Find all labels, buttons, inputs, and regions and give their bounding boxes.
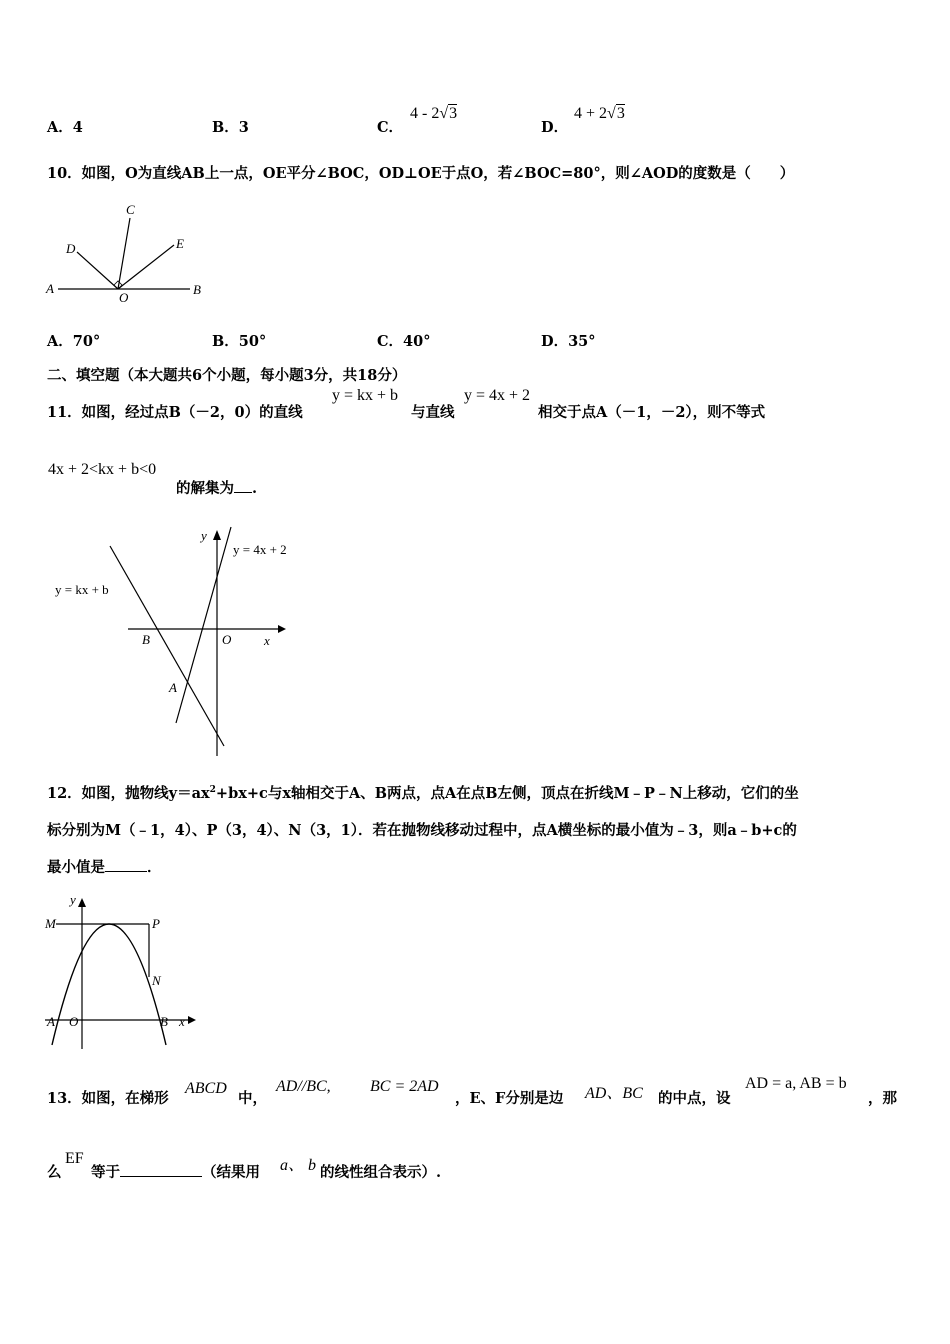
label-b: B bbox=[193, 282, 201, 297]
label-y: y bbox=[70, 893, 76, 907]
label-b: B bbox=[142, 632, 150, 647]
q13-vectors: AD = a, AB = b bbox=[745, 1075, 847, 1092]
q11-stem-part3: 相交于点A（－1，－2），则不等式 bbox=[538, 404, 766, 421]
q13-ad-bc: AD、BC bbox=[585, 1085, 643, 1102]
label-o: O bbox=[69, 1014, 79, 1029]
label-c: C bbox=[126, 202, 135, 217]
q10-option-b: B．50° bbox=[212, 333, 267, 350]
q12-line3: 最小值是 ． bbox=[47, 859, 162, 876]
label-o: O bbox=[119, 290, 129, 305]
q11-answer-blank[interactable] bbox=[234, 478, 252, 493]
q13-parallel: AD//BC, bbox=[276, 1078, 331, 1095]
q13-mid3: 的中点，设 bbox=[658, 1090, 731, 1107]
q11-inequality: 4x + 2<kx + b<0 bbox=[48, 461, 157, 478]
label-o: O bbox=[222, 632, 232, 647]
label-x: x bbox=[179, 1014, 185, 1029]
q12-figure bbox=[42, 893, 202, 1051]
q9-option-c: C． bbox=[377, 119, 404, 136]
q10-stem: 10．如图，O为直线AB上一点，OE平分∠BOC，OD⊥OE于点O，若∠BOC=80°，则∠AOD的度数是（ ） bbox=[47, 165, 795, 182]
q10-figure bbox=[40, 200, 220, 310]
label-n: N bbox=[152, 973, 161, 988]
ray-oe bbox=[118, 245, 174, 289]
label-line-kx-b: y = kx + b bbox=[55, 582, 109, 597]
y-axis-arrow bbox=[213, 530, 221, 540]
label-a: A bbox=[47, 1014, 55, 1029]
line-kx-b bbox=[110, 546, 224, 746]
q13-l2-pre: 么 bbox=[47, 1164, 62, 1181]
label-x: x bbox=[264, 633, 270, 648]
label-b: B bbox=[160, 1014, 168, 1029]
q13-l2-mid: 等于 （结果用 bbox=[91, 1164, 260, 1181]
section-heading: 二、填空题（本大题共6个小题，每小题3分，共18分） bbox=[47, 367, 407, 384]
q10-option-c: C．40° bbox=[377, 333, 431, 350]
line-4x-2 bbox=[176, 527, 231, 723]
q13-mid2: ，E、F分别是边 bbox=[455, 1090, 564, 1107]
q9-option-a: A．4 bbox=[47, 119, 83, 136]
label-a: A bbox=[46, 281, 54, 296]
q9-option-d-formula: 4 + 2√3 bbox=[574, 105, 625, 122]
q13-pre: 13．如图，在梯形 bbox=[47, 1090, 169, 1107]
q11-stem-part2: 与直线 bbox=[411, 404, 455, 421]
ray-oc bbox=[118, 218, 130, 289]
q11-formula1: y = kx + b bbox=[332, 387, 399, 404]
q11-figure bbox=[50, 520, 320, 765]
x-axis-arrow bbox=[278, 625, 286, 633]
q11-tail: 的解集为 . bbox=[176, 480, 258, 497]
q13-l2-end: 的线性组合表示）. bbox=[320, 1164, 442, 1181]
label-p: P bbox=[152, 916, 160, 931]
q13-bc-eq: BC = 2AD bbox=[370, 1078, 439, 1095]
q13-a-b: a、 b bbox=[280, 1157, 317, 1174]
q12-line1: 12．如图，抛物线$y=ax^2+bx+c$与x轴相交于A、B两点，点A在点B左侧，顶点在折线M﹣P﹣N上移动，它们的坐 bbox=[47, 785, 799, 802]
q13-ef: EF bbox=[65, 1150, 84, 1167]
q11-formula2: y = 4x + 2 bbox=[464, 387, 531, 404]
q9-option-b: B．3 bbox=[212, 119, 249, 136]
q13-end1: ，那 bbox=[868, 1090, 897, 1107]
q13-mid1: 中， bbox=[238, 1090, 267, 1107]
label-y: y bbox=[201, 528, 207, 543]
q12-answer-blank[interactable] bbox=[105, 857, 147, 872]
label-a: A bbox=[169, 680, 177, 695]
q13-answer-blank[interactable] bbox=[120, 1162, 202, 1177]
x-axis-arrow bbox=[188, 1016, 196, 1024]
q9-option-d: D． bbox=[541, 119, 569, 136]
label-m: M bbox=[45, 916, 56, 931]
y-axis-arrow bbox=[78, 898, 86, 907]
label-d: D bbox=[66, 241, 76, 256]
q9-option-c-formula: 4 - 2√3 bbox=[410, 105, 458, 122]
q10-option-d: D．35° bbox=[541, 333, 596, 350]
q11-stem-part1: 11．如图，经过点B（－2，0）的直线 bbox=[47, 404, 303, 421]
label-line-4x-2: y = 4x + 2 bbox=[233, 542, 287, 557]
label-e: E bbox=[176, 236, 184, 251]
q10-option-a: A．70° bbox=[47, 333, 101, 350]
ray-od bbox=[77, 252, 118, 289]
q13-abcd: ABCD bbox=[185, 1080, 227, 1097]
q12-line2: 标分别为M（﹣1，4）、P（3，4）、N（3，1）．若在抛物线移动过程中，点A横坐标的最小值为﹣3，则a﹣b+c的 bbox=[47, 822, 797, 839]
